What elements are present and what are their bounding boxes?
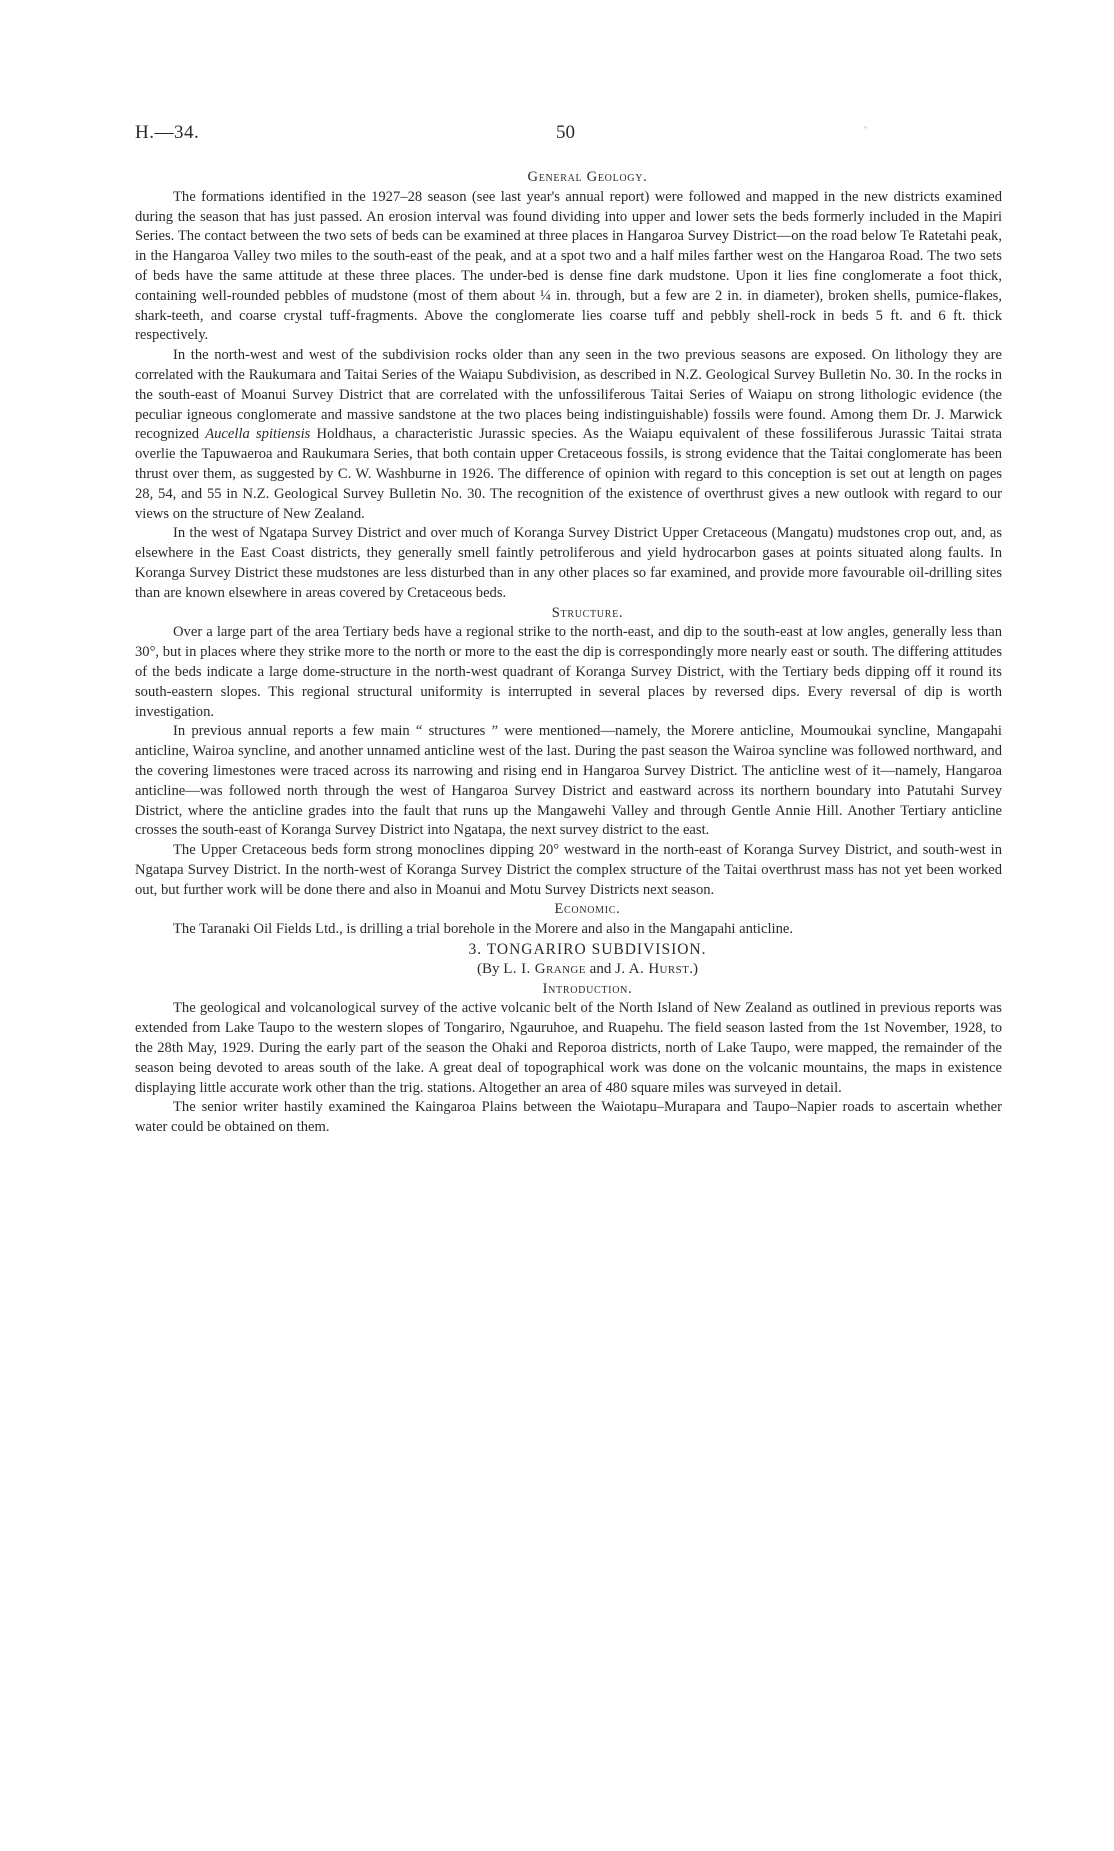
page-mark: ◦ bbox=[864, 122, 868, 132]
byline-close: .) bbox=[689, 960, 699, 977]
byline bbox=[135, 960, 1002, 980]
byline-open: (By bbox=[476, 960, 504, 977]
paragraph-general-geology-2 bbox=[135, 346, 1002, 524]
author-hurst: J. A. Hurst bbox=[615, 960, 690, 977]
paragraph-text: Holdhaus, a characteristic Jurassic species. As the Waiapu equivalent of these fossiliferous Jurassic Taitai strata overlie the Tapuwaeroa and Raukumara Series, that both contain upper Cretaceous fossils, is strong evidence that the Taitai conglomerate has been thrust over them, as suggested by C. W. Washburne in 1926. The difference of opinion with regard to this conception is set out at length on pages 28, 54, and 55 in N.Z. Geological Survey Bulletin No. 30. The recognition of the existence of overthrust gives a new outlook with regard to our views on the structure of New Zealand. bbox=[135, 426, 1002, 522]
page-number: 50 bbox=[556, 122, 575, 143]
paragraph-introduction-2: The senior writer hastily examined the Kaingaroa Plains between the Waiotapu–Murapara and Taupo–Napier roads to ascertain whether water could be obtained on them. bbox=[135, 1099, 1002, 1136]
heading-structure: Structure. bbox=[551, 604, 624, 621]
paragraph-economic-1: The Taranaki Oil Fields Ltd., is drilling a trial borehole in the Morere and also in the Mangapahi anticline. bbox=[173, 921, 793, 938]
paragraph-general-geology-3: In the west of Ngatapa Survey District and over much of Koranga Survey District Upper Cretaceous (Mangatu) mudstones crop out, and, as elsewhere in the East Coast districts, they generally smell faintly petroliferous and yield hydrocarbon gases at points situated along faults. In Koranga Survey District these mudstones are less disturbed than in any other places so far examined, and provide more favourable oil-drilling sites than are known elsewhere in areas covered by Cretaceous beds. bbox=[135, 525, 1002, 601]
byline-and: and bbox=[585, 960, 616, 977]
paragraph-structure-3: The Upper Cretaceous beds form strong monoclines dipping 20° westward in the north-east of Koranga Survey District, and south-west in Ngatapa Survey District. In the north-west of Koranga Survey District the complex structure of the Taitai overthrust mass has not yet been worked out, but further work will be done there and also in Moanui and Motu Survey Districts next season. bbox=[135, 842, 1002, 898]
paragraph-general-geology-1: The formations identified in the 1927–28 season (see last year's annual report) were followed and mapped in the new districts examined during the season that has just passed. An erosion interval was found dividing into upper and lower sets the beds formerly included in the Mapiri Series. The contact between the two sets of beds can be examined at three places in Hangaroa Survey District—on the road below Te Ratetahi peak, in the Hangaroa Valley two miles to the south-east of the peak, and at a spot two and a half miles farther west on the Hangaroa Road. The two sets of beds have the same attitude at these three places. The under-bed is dense fine dark mudstone. Upon it lies fine conglomerate a foot thick, containing well-rounded pebbles of mudstone (most of them about ¼ in. through, but a few are 2 in. in diameter), broken shells, pumice-flakes, shark-teeth, and coarse crystal tuff-fragments. Above the conglomerate lies coarse tuff and pebbly shell-rock in beds 5 ft. and 6 ft. thick respectively. bbox=[135, 188, 1002, 344]
author-grange: L. I. Grange bbox=[503, 960, 586, 977]
document-body bbox=[135, 168, 1002, 1138]
paragraph-structure-2: In previous annual reports a few main “ structures ” were mentioned—namely, the Morere anticline, Moumoukai syncline, Mangapahi anticline, Wairoa syncline, and another unnamed anticline west of the last. During the past season the Wairoa syncline was followed northward, and the covering limestones were traced across its narrowing and rising end in Hangaroa Survey District. The anticline west of it—namely, Hangaroa anticline—was followed north through the west of Hangaroa Survey District and eastward across its northern boundary into Patutahi Survey District, where the anticline grades into the fault that runs up the Mangawehi Valley and through Gentle Annie Hill. Another Tertiary anticline crosses the south-east of Koranga Survey District into Ngatapa, the next survey district to the east. bbox=[135, 723, 1002, 839]
heading-introduction: Introduction. bbox=[542, 980, 633, 997]
species-name: Aucella spitiensis bbox=[205, 426, 311, 443]
paragraph-introduction-1: The geological and volcanological survey of the active volcanic belt of the North Island of New Zealand as outlined in previous reports was extended from Lake Taupo to the western slopes of Tongariro, Ngauruhoe, and Ruapehu. The field season lasted from the 1st November, 1928, to the 28th May, 1929. During the early part of the season the Ohaki and Reporoa districts, north of Lake Taupo, were mapped, the remainder of the season being devoted to areas south of the lake. A great deal of topographical work was done on the volcanic mountains, the maps in existence displaying little accurate work other than the trig. stations. Altogether an area of 480 square miles was surveyed in detail. bbox=[135, 1000, 1002, 1096]
section-title-tongariro: 3. TONGARIRO SUBDIVISION. bbox=[468, 941, 707, 959]
paragraph-text: In the north-west and west of the subdivision rocks older than any seen in the two previous seasons are exposed. On lithology they are correlated with the Raukumara and Taitai Series of the Waiapu Subdivision, as described in N.Z. Geological Survey Bulletin No. 30. In the rocks in the south-east of Moanui Survey District that are correlated with the unfossiliferous Taitai Series of Waiapu on strong lithologic evidence (the peculiar igneous conglomerate and massive sandstone at the two places being indistinguishable) fossils were found. Among them Dr. J. Marwick recognized bbox=[135, 347, 1002, 443]
heading-general-geology: General Geology. bbox=[527, 169, 648, 185]
paragraph-structure-1: Over a large part of the area Tertiary beds have a regional strike to the north-east, and dip to the south-east at low angles, generally less than 30°, but in places where they strike more to the north or more to the east the dip is correspondingly more nearly east or south. The differing attitudes of the beds indicate a large dome-structure in the north-west quadrant of Koranga Survey District, with the Tertiary beds dipping off it round its south-eastern slopes. This regional structural uniformity is interrupted in several places by reversed dips. Every reversal of dip is worth investigation. bbox=[135, 624, 1002, 720]
heading-economic: Economic. bbox=[554, 901, 621, 918]
report-reference: H.—34. bbox=[135, 122, 200, 143]
